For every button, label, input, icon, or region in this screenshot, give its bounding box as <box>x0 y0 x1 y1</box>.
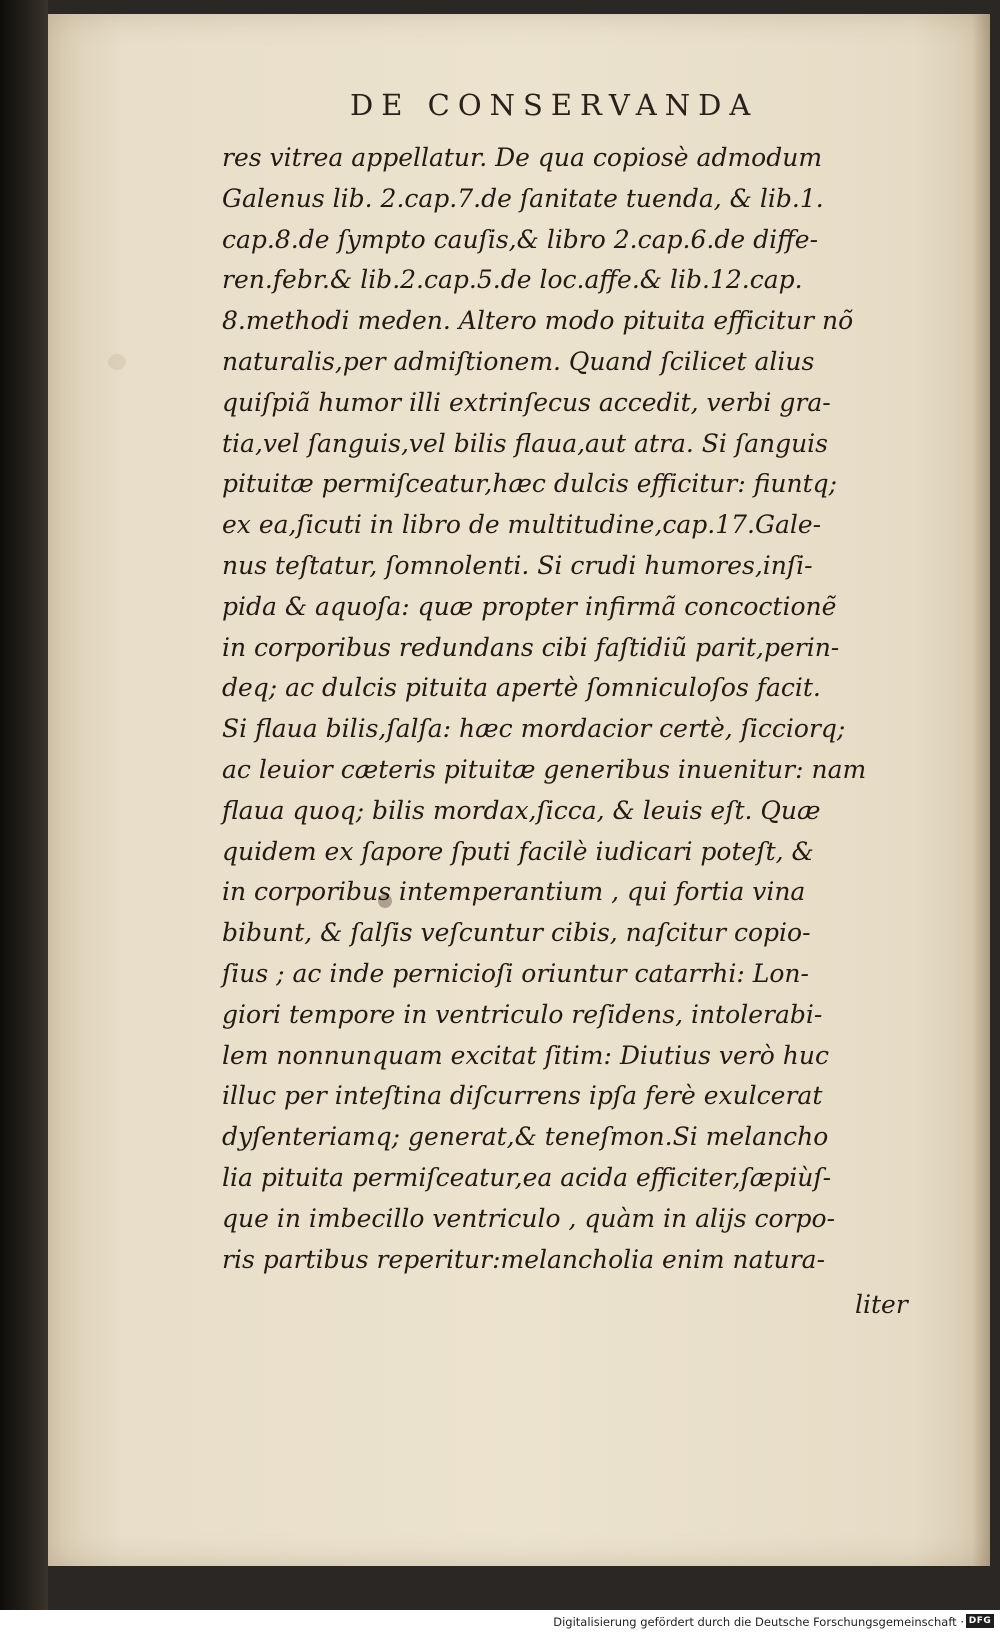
text-line: pituitæ permiſceatur,hæc dulcis efficitur: fiuntq; <box>222 469 838 499</box>
text-line: deq; ac dulcis pituita apertè ſomniculoſos facit. <box>222 673 821 703</box>
running-head: DE CONSERVANDA <box>350 88 759 122</box>
text-line: que in imbecillo ventriculo , quàm in alijs corpo- <box>222 1203 836 1233</box>
text-line: ac leuior cæteris pituitæ generibus inuenitur: nam <box>222 754 867 784</box>
text-line: flaua quoq; bilis mordax,ſicca, & leuis eſt. Quæ <box>222 795 821 825</box>
text-line: in corporibus redundans cibi faſtidiũ parit,perin- <box>222 632 840 662</box>
paper-stain <box>108 354 126 370</box>
text-line: Si flaua bilis,ſalſa: hæc mordacior certè, ſicciorq; <box>222 714 846 744</box>
text-line: ris partibus reperitur:melancholia enim natura- <box>222 1244 826 1274</box>
text-line: res vitrea appellatur. De qua copiosè admodum <box>222 143 823 172</box>
book-binding-edge <box>0 0 48 1610</box>
text-line: bibunt, & ſalſis veſcuntur cibis, naſcitur copio- <box>222 918 811 948</box>
dfg-logo: DFG <box>966 1614 994 1628</box>
text-line: quiſpiã humor illi extrinſecus accedit, verbi gra- <box>222 387 831 417</box>
text-line: ex ea,ſicuti in libro de multitudine,cap.17.Gale- <box>222 510 822 540</box>
text-line: giori tempore in ventriculo reſidens, intolerabi- <box>222 999 823 1029</box>
digitization-credit: Digitalisierung gefördert durch die Deutsche Forschungsgemeinschaft · <box>553 1615 964 1629</box>
text-line: quidem ex ſapore ſputi facilè iudicari poteſt, & <box>222 836 814 866</box>
text-line: lia pituita permiſceatur,ea acida efficiter,ſæpiùſ- <box>222 1162 832 1192</box>
text-line: pida & aquoſa: quæ propter infirmã concoctionẽ <box>222 591 837 621</box>
text-line: cap.8.de ſympto cauſis,& libro 2.cap.6.de diffe- <box>222 224 819 254</box>
text-line: ſius ; ac inde pernicioſi oriuntur catarrhi: Lon- <box>222 958 809 988</box>
text-line: nus teſtatur, ſomnolenti. Si crudi humores,inſi- <box>222 550 813 580</box>
text-line: ren.febr.& lib.2.cap.5.de loc.affe.& lib.12.cap. <box>222 265 803 295</box>
text-line: Galenus lib. 2.cap.7.de ſanitate tuenda, & lib.1. <box>222 183 824 213</box>
text-line: illuc per inteſtina diſcurrens ipſa ferè exulcerat <box>222 1081 823 1111</box>
text-line: 8.methodi meden. Altero modo pituita efficitur nõ <box>222 306 854 336</box>
text-line: tia,vel ſanguis,vel bilis flaua,aut atra. Si ſanguis <box>222 428 829 458</box>
text-line: in corporibus intemperantium , qui fortia vina <box>222 877 806 907</box>
page-edge-shadow <box>972 14 990 1566</box>
text-line: naturalis,per admiſtionem. Quand ſcilicet alius <box>222 346 815 376</box>
catchword: liter <box>855 1290 908 1319</box>
body-text <box>222 138 922 1280</box>
text-line: lem nonnunquam excitat ſitim: Diutius verò huc <box>222 1040 829 1070</box>
text-line: dyſenteriamq; generat,& teneſmon.Si melancho <box>222 1122 829 1152</box>
